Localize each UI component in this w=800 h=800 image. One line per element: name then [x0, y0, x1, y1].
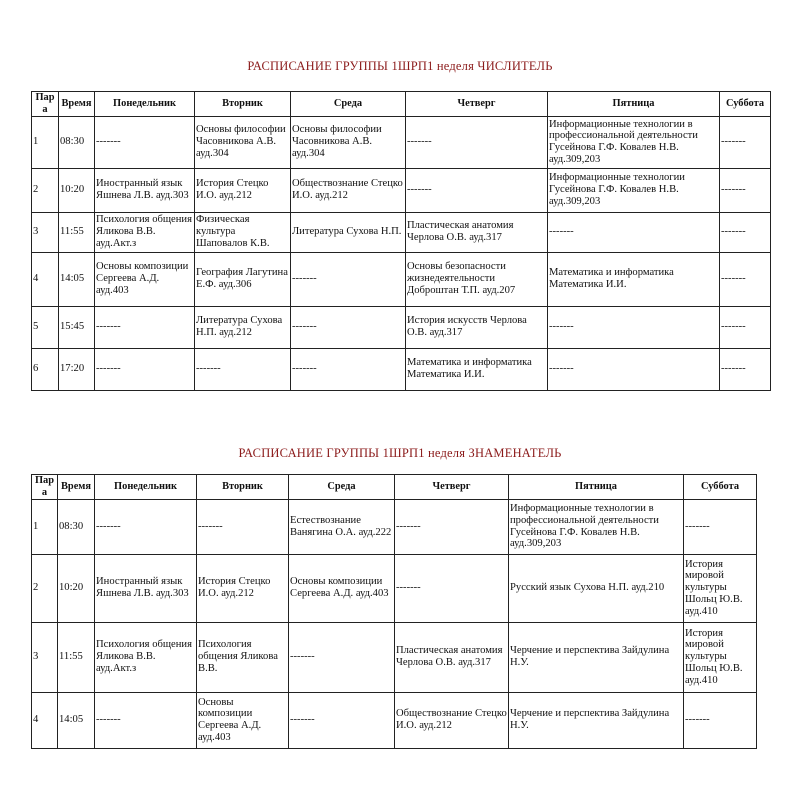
table-cell: Психология общения Яликова В.В. ауд.Акт.з — [95, 622, 197, 692]
table-cell: ------- — [95, 116, 195, 168]
table-cell: ------- — [720, 252, 771, 306]
column-header: Пара — [32, 475, 58, 500]
table-cell: Основы безопасности жизнедеятельности Доброштан Т.П. ауд.207 — [406, 252, 548, 306]
column-header: Вторник — [195, 92, 291, 117]
table-row — [32, 212, 771, 252]
table-cell: 11:55 — [59, 212, 95, 252]
table-cell: Русский язык Сухова Н.П. ауд.210 — [509, 554, 684, 622]
table-cell: 10:20 — [58, 554, 95, 622]
table-cell: Обществознание Стецко И.О. ауд.212 — [395, 692, 509, 748]
column-header: Пара — [32, 92, 59, 117]
table-row — [32, 306, 771, 348]
table-cell: ------- — [291, 348, 406, 390]
table-cell: ------- — [684, 692, 757, 748]
table-cell: 14:05 — [58, 692, 95, 748]
table-cell: ------- — [548, 348, 720, 390]
table-cell: ------- — [195, 348, 291, 390]
table-cell: 11:55 — [58, 622, 95, 692]
column-header: Понедельник — [95, 92, 195, 117]
table-cell: 1 — [32, 499, 58, 554]
column-header: Вторник — [197, 475, 289, 500]
table-row — [32, 116, 771, 168]
table-cell: 14:05 — [59, 252, 95, 306]
table-cell: Литература Сухова Н.П. ауд.212 — [195, 306, 291, 348]
table-row — [32, 499, 757, 554]
table-cell: Иностранный язык Яшнева Л.В. ауд.303 — [95, 168, 195, 212]
table-cell: ------- — [95, 306, 195, 348]
table-row — [32, 252, 771, 306]
table-cell: ------- — [548, 212, 720, 252]
table-cell: ------- — [406, 116, 548, 168]
table-cell: Пластическая анатомия Черлова О.В. ауд.317 — [395, 622, 509, 692]
table-cell: 3 — [32, 212, 59, 252]
table-row — [32, 692, 757, 748]
table-cell: 6 — [32, 348, 59, 390]
table-cell: История мировой культуры Шольц Ю.В. ауд.410 — [684, 622, 757, 692]
table-header-row — [32, 475, 757, 500]
table-cell: Психология общения Яликова В.В. — [197, 622, 289, 692]
table-cell: 2 — [32, 168, 59, 212]
table-row — [32, 622, 757, 692]
table-cell: ------- — [291, 306, 406, 348]
column-header: Четверг — [406, 92, 548, 117]
table-cell: История Стецко И.О. ауд.212 — [197, 554, 289, 622]
table-cell: Психология общения Яликова В.В. ауд.Акт.з — [95, 212, 195, 252]
table-cell: Иностранный язык Яшнева Л.В. ауд.303 — [95, 554, 197, 622]
table-cell: ------- — [720, 116, 771, 168]
table-cell: Основы композиции Сергеева А.Д. ауд.403 — [197, 692, 289, 748]
column-header: Среда — [291, 92, 406, 117]
table-cell: ------- — [291, 252, 406, 306]
column-header: Суббота — [720, 92, 771, 117]
table-cell: Основы композиции Сергеева А.Д. ауд.403 — [289, 554, 395, 622]
table-cell: Математика и информатика Математика И.И. — [406, 348, 548, 390]
table-cell: ------- — [720, 306, 771, 348]
schedule-title-numerator: РАСПИСАНИЕ ГРУППЫ 1ШРП1 неделя ЧИСЛИТЕЛЬ — [247, 59, 553, 73]
column-header: Среда — [289, 475, 395, 500]
table-cell: 3 — [32, 622, 58, 692]
table-cell: Математика и информатика Математика И.И. — [548, 252, 720, 306]
table-cell: ------- — [95, 348, 195, 390]
column-header: Понедельник — [95, 475, 197, 500]
table-cell: История мировой культуры Шольц Ю.В. ауд.410 — [684, 554, 757, 622]
table-cell: ------- — [289, 622, 395, 692]
column-header: Суббота — [684, 475, 757, 500]
table-cell: Информационные технологии Гусейнова Г.Ф. Ковалев Н.В. ауд.309,203 — [548, 168, 720, 212]
table-cell: Черчение и перспектива Зайдулина Н.У. — [509, 692, 684, 748]
table-cell: Основы философии Часовникова А.В. ауд.304 — [195, 116, 291, 168]
table-cell: История искусств Черлова О.В. ауд.317 — [406, 306, 548, 348]
column-header: Пятница — [548, 92, 720, 117]
table-cell: История Стецко И.О. ауд.212 — [195, 168, 291, 212]
table-cell: Основы философии Часовникова А.В. ауд.304 — [291, 116, 406, 168]
table-cell: Информационные технологии в профессиональной деятельности Гусейнова Г.Ф. Ковалев Н.В. ауд.309,203 — [548, 116, 720, 168]
table-cell: 08:30 — [58, 499, 95, 554]
column-header: Время — [58, 475, 95, 500]
table-cell: ------- — [720, 168, 771, 212]
table-cell: Физическая культура Шаповалов К.В. — [195, 212, 291, 252]
table-cell: ------- — [406, 168, 548, 212]
column-header: Пятница — [509, 475, 684, 500]
table-cell: 08:30 — [59, 116, 95, 168]
table-cell: Обществознание Стецко И.О. ауд.212 — [291, 168, 406, 212]
table-cell: 4 — [32, 252, 59, 306]
table-cell: Литература Сухова Н.П. — [291, 212, 406, 252]
table-cell: ------- — [684, 499, 757, 554]
table-cell: 1 — [32, 116, 59, 168]
table-cell: Основы композиции Сергеева А.Д. ауд.403 — [95, 252, 195, 306]
table-cell: 5 — [32, 306, 59, 348]
table-cell: ------- — [289, 692, 395, 748]
table-row — [32, 348, 771, 390]
schedule-title-denominator: РАСПИСАНИЕ ГРУППЫ 1ШРП1 неделя ЗНАМЕНАТЕЛЬ — [238, 446, 562, 460]
table-cell: География Лагутина Е.Ф. ауд.306 — [195, 252, 291, 306]
column-header: Четверг — [395, 475, 509, 500]
table-cell: ------- — [395, 499, 509, 554]
table-cell: 4 — [32, 692, 58, 748]
table-cell: ------- — [395, 554, 509, 622]
table-cell: ------- — [720, 212, 771, 252]
table-cell: ------- — [197, 499, 289, 554]
table-cell: ------- — [95, 692, 197, 748]
table-cell: 17:20 — [59, 348, 95, 390]
table-row — [32, 554, 757, 622]
table-cell: ------- — [95, 499, 197, 554]
table-header-row — [32, 92, 771, 117]
table-cell: Черчение и перспектива Зайдулина Н.У. — [509, 622, 684, 692]
table-cell: Естествознание Ванягина О.А. ауд.222 — [289, 499, 395, 554]
table-cell: 2 — [32, 554, 58, 622]
table-cell: Пластическая анатомия Черлова О.В. ауд.317 — [406, 212, 548, 252]
table-row — [32, 168, 771, 212]
table-cell: Информационные технологии в профессиональной деятельности Гусейнова Г.Ф. Ковалев Н.В. ауд.309,203 — [509, 499, 684, 554]
table-cell: ------- — [548, 306, 720, 348]
schedule-table-denominator — [31, 474, 757, 749]
table-cell: 10:20 — [59, 168, 95, 212]
column-header: Время — [59, 92, 95, 117]
schedule-table-numerator — [31, 91, 771, 391]
table-cell: 15:45 — [59, 306, 95, 348]
table-cell: ------- — [720, 348, 771, 390]
